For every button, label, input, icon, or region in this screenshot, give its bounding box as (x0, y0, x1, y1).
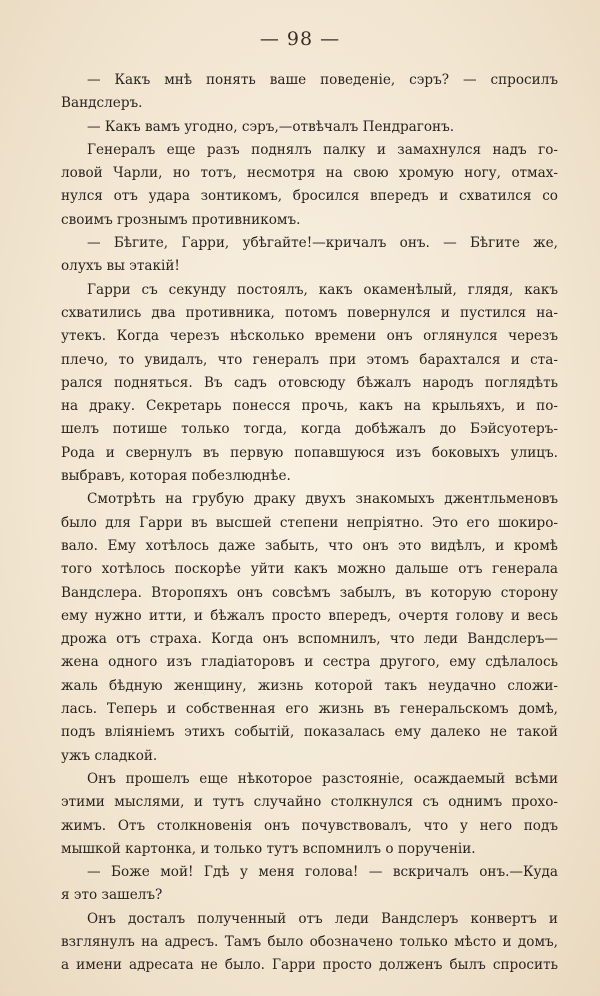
text-line: рался подняться. Въ садъ отовсюду бѣжалъ народъ поглядѣть (61, 374, 558, 391)
text-line: Гарри съ секунду постоялъ, какъ окаменѣлый, глядя, какъ (87, 281, 558, 298)
text-line: выбравъ, которая побезлюднѣе. (61, 468, 291, 485)
text-line: лась. Теперь и собственная его жизнь въ генеральскомъ домѣ, (61, 701, 558, 718)
text-line: схватились два противника, потомъ повернулся и пустился на- (61, 304, 558, 321)
text-line: этими мыслями, и тутъ случайно столкнулся съ однимъ прохо- (61, 794, 558, 811)
text-line: Вандслера. Второпяхъ онъ совсѣмъ забылъ, въ которую сторону (61, 584, 558, 601)
text-line: я это зашелъ? (61, 887, 163, 904)
text-line: ужъ сладкой. (61, 747, 158, 764)
text-line: — Боже мой! Гдѣ у меня голова! — вскричалъ онъ.—Куда (87, 864, 558, 881)
text-line: Онъ досталъ полученный отъ леди Вандслеръ конвертъ и (87, 910, 558, 927)
text-line: Вандслеръ. (61, 95, 143, 112)
text-line: Генералъ еще разъ поднялъ палку и замахнулся надъ го- (87, 141, 558, 158)
text-line: Онъ прошелъ еще нѣкоторое разстояніе, осаждаемый всѣми (87, 770, 558, 787)
text-line: подъ вліяніемъ этихъ событій, показалась ему далеко не такой (61, 724, 558, 741)
text-line: — Бѣгите, Гарри, убѣгайте!—кричалъ онъ. — Бѣгите же, (87, 235, 558, 252)
text-line: вало. Ему хотѣлось даже забыть, что онъ это видѣлъ, и кромѣ (61, 537, 558, 554)
text-line: Смотрѣть на грубую драку двухъ знакомыхъ джентльменовъ (87, 491, 558, 508)
text-line: утекъ. Когда черезъ нѣсколько времени онъ оглянулся черезъ (61, 328, 558, 345)
text-line: на драку. Секретарь понесся прочь, какъ на крыльяхъ, и по- (61, 398, 558, 415)
text-line: мышкой картонка, и только тутъ вспомнилъ о порученіи. (61, 840, 476, 857)
text-line: Рода и свернулъ въ первую попавшуюся изъ боковыхъ улицъ. (61, 444, 558, 461)
body-text (61, 69, 558, 978)
page-number: — 98 — (259, 28, 341, 50)
text-line: взглянулъ на адресъ. Тамъ было обозначено только мѣсто и домъ, (61, 933, 558, 950)
text-line: жаль бѣдную женщину, жизнь которой такъ неудачно сложи- (61, 677, 558, 694)
text-line: олухъ вы этакій! (61, 258, 180, 275)
text-line: ловой Чарли, но тотъ, несмотря на свою хромую ногу, отмах- (61, 165, 558, 182)
text-line: шелъ потише только тогда, когда добѣжалъ до Бэйсуотеръ- (61, 421, 558, 438)
text-line: жимъ. Отъ столкновенія онъ почувствовалъ, что у него подъ (61, 817, 558, 834)
text-line: а имени адресата не было. Гарри просто долженъ былъ спросить (61, 957, 558, 974)
text-line: жена одного изъ гладіаторовъ и сестра другого, ему сдѣлалось (61, 654, 558, 671)
text-line: того хотѣлось поскорѣе уйти какъ можно дальше отъ генерала (61, 561, 558, 578)
text-line: плечо, то увидалъ, что генералъ при этомъ барахтался и ста- (61, 351, 558, 368)
text-line: дрожа отъ страха. Когда онъ вспомнилъ, что леди Вандслеръ— (61, 631, 558, 648)
text-line: нулся отъ удара зонтикомъ, бросился впередъ и схватился со (61, 188, 558, 205)
text-line: — Какъ мнѣ понять ваше поведеніе, сэръ? — спросилъ (87, 72, 558, 88)
text-line: своимъ грознымъ противникомъ. (61, 211, 301, 228)
text-line: ему нужно итти, и бѣжалъ просто впередъ, очертя голову и весь (61, 607, 558, 624)
text-line: было для Гарри въ высшей степени непріятно. Это его шокиро- (61, 514, 558, 531)
text-line: — Какъ вамъ угодно, сэръ,—отвѣчалъ Пендрагонъ. (87, 118, 455, 135)
